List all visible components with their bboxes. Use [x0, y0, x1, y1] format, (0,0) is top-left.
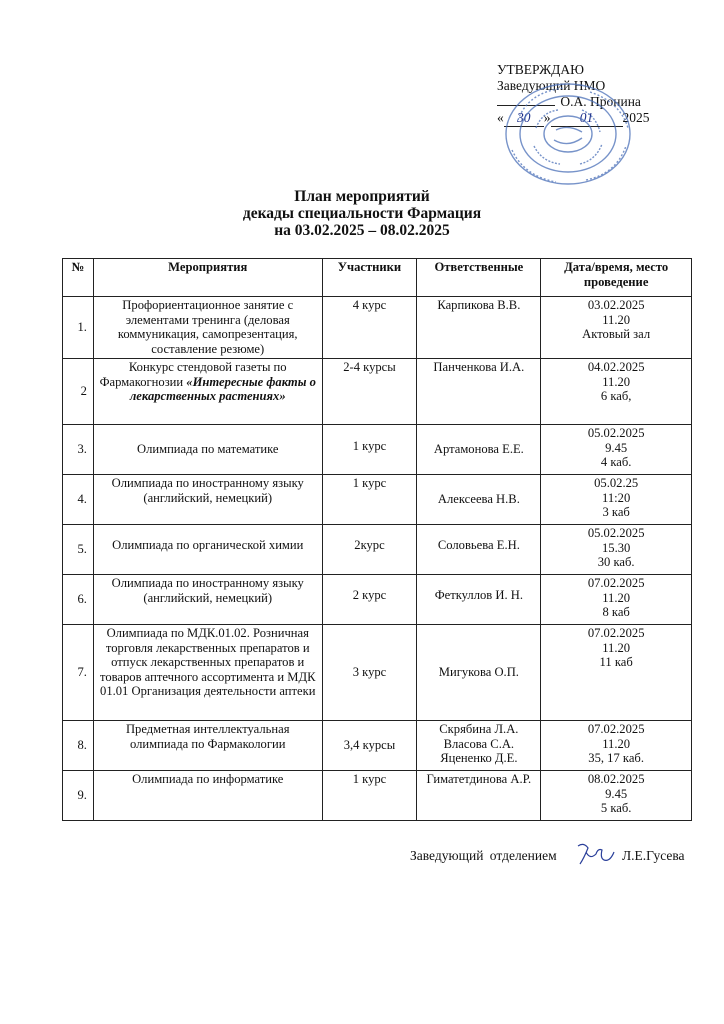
row-event: Олимпиада по МДК.01.02. Розничная торговля лекарственных препаратов и отпуск лекарственных препаратов и товаров аптечного ассортимента и МДК 01.01 Организация деятельности аптеки	[93, 625, 322, 721]
row-place: 8 каб	[602, 605, 630, 619]
table-row	[63, 771, 692, 821]
table-row	[63, 525, 692, 575]
seal-stamp-icon	[498, 80, 636, 188]
row-time: 9.45	[605, 786, 628, 801]
table-header-row	[63, 259, 692, 297]
row-time: 9.45	[605, 440, 628, 455]
approval-signer: О.А. Пронина	[560, 94, 641, 109]
document-subtitle: декады специальности Фармация	[242, 205, 482, 222]
row-number: 1.	[63, 297, 94, 359]
row-time: 11.20	[602, 736, 631, 751]
row-responsible-3: Яцененко Д.Е.	[440, 751, 518, 765]
row-responsible: Мигукова О.П.	[417, 625, 541, 721]
row-datetime	[541, 721, 692, 771]
row-responsible	[417, 721, 541, 771]
row-date: 05.02.2025	[587, 526, 645, 540]
row-datetime	[541, 525, 692, 575]
row-number: 3.	[63, 425, 94, 475]
row-datetime	[541, 475, 692, 525]
row-place: 35, 17 каб.	[588, 751, 644, 765]
table-row	[63, 297, 692, 359]
row-time: 11.20	[602, 312, 631, 327]
row-number: 9.	[63, 771, 94, 821]
row-participants: 2-4 курсы	[322, 359, 417, 425]
row-date: 07.02.2025	[587, 626, 645, 640]
footer-position: Заведующий отделением	[410, 848, 557, 863]
row-responsible: Карпикова В.В.	[417, 297, 541, 359]
header-datetime-place: Дата/время, место проведение	[541, 259, 692, 297]
row-event: Предметная интеллектуальная олимпиада по Фармакологии	[93, 721, 322, 771]
row-responsible: Панченкова И.А.	[417, 359, 541, 425]
signature-icon	[572, 838, 618, 872]
approval-month: 01	[551, 110, 623, 127]
row-participants: 2 курс	[322, 575, 417, 625]
row-place: 5 каб.	[600, 801, 632, 815]
row-event: Олимпиада по математике	[93, 425, 322, 475]
row-number: 8.	[63, 721, 94, 771]
events-table	[62, 258, 692, 821]
row-place: 6 каб,	[600, 389, 632, 403]
row-number: 2	[63, 359, 94, 425]
row-date: 03.02.2025	[587, 298, 645, 312]
row-place: 4 каб.	[600, 455, 632, 469]
table-row	[63, 575, 692, 625]
row-datetime	[541, 771, 692, 821]
row-datetime	[541, 625, 692, 721]
footer-name: Л.Е.Гусева	[622, 848, 685, 863]
document-title: План мероприятий	[294, 188, 430, 205]
row-date: 07.02.2025	[587, 576, 645, 590]
row-participants: 1 курс	[322, 771, 417, 821]
row-time: 11.20	[602, 374, 631, 389]
row-place: 3 каб	[602, 505, 630, 519]
row-event-emphasis: «Интересные факты о лекарственных растениях»	[129, 374, 316, 403]
row-datetime	[541, 575, 692, 625]
row-participants: 2курс	[322, 525, 417, 575]
table-row	[63, 721, 692, 771]
row-event: Олимпиада по иностранному языку (английский, немецкий)	[93, 575, 322, 625]
row-place: 30 каб.	[597, 555, 635, 569]
approval-date-close-quote: »	[543, 110, 551, 125]
table-row	[63, 425, 692, 475]
row-date: 08.02.2025	[587, 772, 645, 786]
document-period: на 03.02.2025 – 08.02.2025	[274, 222, 450, 239]
approval-year: 2025	[622, 110, 650, 125]
header-event: Мероприятия	[93, 259, 322, 297]
approval-heading: УТВЕРЖДАЮ	[497, 62, 585, 77]
approval-position: Заведующий НМО	[497, 78, 606, 93]
header-number: №	[63, 259, 94, 297]
row-event: Олимпиада по информатике	[93, 771, 322, 821]
row-number: 7.	[63, 625, 94, 721]
row-participants: 1 курс	[322, 475, 417, 525]
row-responsible: Феткуллов И. Н.	[417, 575, 541, 625]
row-place: Актовый зал	[582, 327, 651, 341]
row-responsible: Алексеева Н.В.	[417, 475, 541, 525]
row-place: 11 каб	[599, 655, 633, 669]
row-number: 4.	[63, 475, 94, 525]
table-row	[63, 359, 692, 425]
table-row	[63, 625, 692, 721]
row-responsible-1: Скрябина Л.А.	[439, 722, 519, 736]
row-time: 11.20	[602, 590, 631, 605]
row-participants: 3 курс	[322, 625, 417, 721]
row-number: 5.	[63, 525, 94, 575]
row-date: 04.02.2025	[587, 360, 645, 374]
row-participants: 3,4 курсы	[322, 721, 417, 771]
row-responsible: Гиматетдинова А.Р.	[417, 771, 541, 821]
header-participants: Участники	[322, 259, 417, 297]
row-responsible: Соловьева Е.Н.	[417, 525, 541, 575]
row-event-text: Конкурс стендовой газеты по Фармакогнозии	[99, 360, 287, 389]
row-responsible-2: Власова С.А.	[443, 736, 515, 751]
row-datetime	[541, 359, 692, 425]
row-date: 05.02.25	[594, 476, 639, 490]
row-event	[93, 359, 322, 425]
header-responsible: Ответственные	[417, 259, 541, 297]
row-time: 15.30	[601, 540, 631, 555]
row-participants: 4 курс	[322, 297, 417, 359]
row-time: 11.20	[602, 640, 631, 655]
row-event: Профориентационное занятие с элементами тренинга (деловая коммуникация, самопрезентация, составление резюме)	[93, 297, 322, 359]
row-participants: 1 курс	[322, 425, 417, 475]
table-row	[63, 475, 692, 525]
row-event: Олимпиада по органической химии	[93, 525, 322, 575]
row-date: 07.02.2025	[587, 722, 645, 736]
row-datetime	[541, 425, 692, 475]
row-event: Олимпиада по иностранному языку (английский, немецкий)	[93, 475, 322, 525]
row-datetime	[541, 297, 692, 359]
approval-day: 30	[504, 110, 544, 127]
approval-date-open-quote: «	[497, 110, 504, 125]
row-number: 6.	[63, 575, 94, 625]
row-time: 11:20	[602, 490, 631, 505]
row-responsible: Артамонова Е.Е.	[417, 425, 541, 475]
row-date: 05.02.2025	[587, 426, 645, 440]
